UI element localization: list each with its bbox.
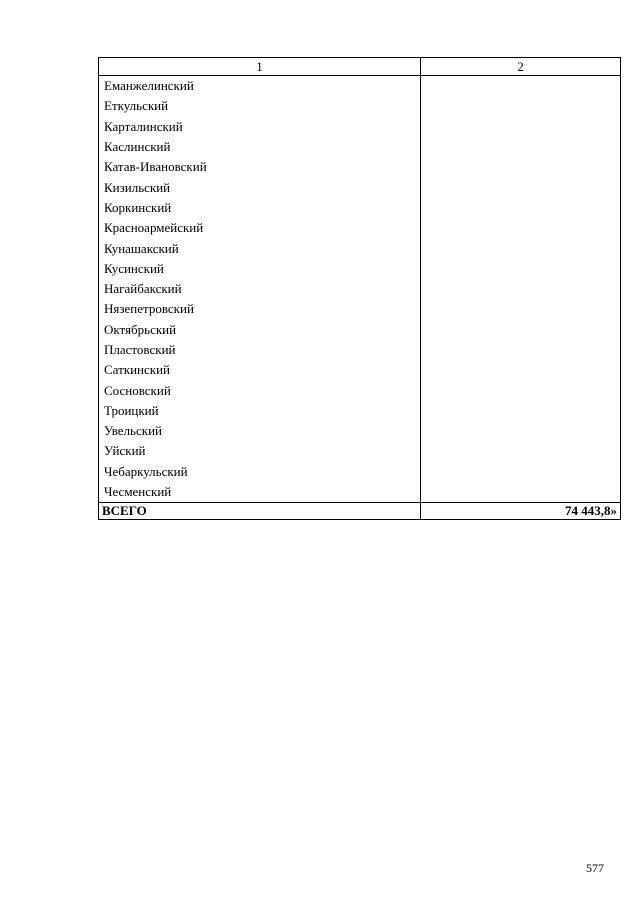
district-value-cell <box>421 482 621 503</box>
table-row <box>99 177 621 197</box>
district-name-cell: Еткульский <box>99 96 421 116</box>
district-value-cell <box>421 96 621 116</box>
table-row <box>99 218 621 238</box>
district-name-cell: Каслинский <box>99 137 421 157</box>
district-value-cell <box>421 320 621 340</box>
district-value-cell <box>421 259 621 279</box>
district-value-cell <box>421 279 621 299</box>
district-name-cell: Нязепетровский <box>99 299 421 319</box>
district-value-cell <box>421 340 621 360</box>
district-name-cell: Саткинский <box>99 360 421 380</box>
table-row <box>99 401 621 421</box>
district-value-cell <box>421 421 621 441</box>
table-body <box>99 76 621 503</box>
table-row <box>99 320 621 340</box>
total-value: 74 443,8» <box>421 503 621 520</box>
table-row <box>99 299 621 319</box>
district-name-cell: Коркинский <box>99 198 421 218</box>
table-header-row <box>99 58 621 76</box>
table-row <box>99 157 621 177</box>
table-row <box>99 482 621 503</box>
table-row <box>99 117 621 137</box>
district-value-cell <box>421 157 621 177</box>
table-row <box>99 259 621 279</box>
table-row <box>99 340 621 360</box>
district-name-cell: Нагайбакский <box>99 279 421 299</box>
district-name-cell: Октябрьский <box>99 320 421 340</box>
district-name-cell: Сосновский <box>99 380 421 400</box>
district-value-cell <box>421 218 621 238</box>
district-value-cell <box>421 462 621 482</box>
district-name-cell: Кизильский <box>99 177 421 197</box>
district-name-cell: Еманжелинский <box>99 76 421 97</box>
total-label: ВСЕГО <box>99 503 421 520</box>
table-row <box>99 441 621 461</box>
district-value-cell <box>421 137 621 157</box>
district-value-cell <box>421 441 621 461</box>
district-name-cell: Чесменский <box>99 482 421 503</box>
table-row <box>99 76 621 97</box>
table-row <box>99 137 621 157</box>
district-value-cell <box>421 360 621 380</box>
table-row <box>99 360 621 380</box>
table-row <box>99 238 621 258</box>
district-name-cell: Карталинский <box>99 117 421 137</box>
table-row <box>99 198 621 218</box>
district-name-cell: Троицкий <box>99 401 421 421</box>
total-row <box>99 503 621 520</box>
table-row <box>99 380 621 400</box>
districts-table <box>98 57 621 520</box>
district-value-cell <box>421 117 621 137</box>
district-name-cell: Чебаркульский <box>99 462 421 482</box>
table-row <box>99 96 621 116</box>
district-value-cell <box>421 76 621 97</box>
district-value-cell <box>421 238 621 258</box>
district-value-cell <box>421 198 621 218</box>
district-value-cell <box>421 299 621 319</box>
district-value-cell <box>421 380 621 400</box>
district-name-cell: Кунашакский <box>99 238 421 258</box>
column-header-1: 1 <box>99 58 421 76</box>
table-row <box>99 279 621 299</box>
page-number: 577 <box>586 861 604 875</box>
district-name-cell: Пластовский <box>99 340 421 360</box>
table-row <box>99 462 621 482</box>
table-row <box>99 421 621 441</box>
district-value-cell <box>421 401 621 421</box>
district-name-cell: Катав-Ивановский <box>99 157 421 177</box>
district-name-cell: Увельский <box>99 421 421 441</box>
district-name-cell: Уйский <box>99 441 421 461</box>
district-value-cell <box>421 177 621 197</box>
district-name-cell: Кусинский <box>99 259 421 279</box>
district-name-cell: Красноармейский <box>99 218 421 238</box>
column-header-2: 2 <box>421 58 621 76</box>
